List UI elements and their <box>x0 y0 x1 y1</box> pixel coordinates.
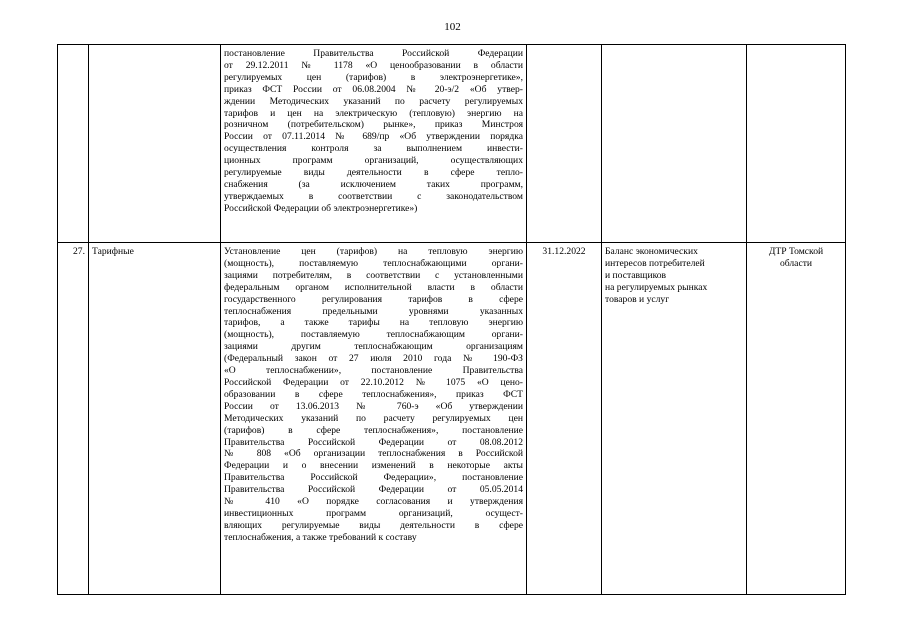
text-line: области <box>779 257 813 269</box>
row-number-cell <box>58 45 89 243</box>
text-line: теплоснабжения предельными уровнями указанных <box>224 305 523 317</box>
text-line: осуществления контроля за выполнением инвести- <box>224 143 523 155</box>
text-line: Российской Федерации об электроэнергетике») <box>224 202 418 214</box>
text-line: интересов потребителей <box>605 257 705 269</box>
text-line: России от 13.06.2013 № 760-э «Об утверждении <box>224 400 523 412</box>
measure-description-cell <box>221 243 527 595</box>
expected-outcome-cell <box>602 45 747 243</box>
text-line: зациями потребителям, в соответствии с установленными <box>224 269 523 281</box>
text-line: зациями другим теплоснабжающим организациям <box>224 341 523 353</box>
text-line: № 410 «О порядке согласования и утверждения <box>224 496 523 508</box>
row-number-cell: 27. <box>58 243 89 595</box>
measure-type-cell: Тарифные <box>89 243 221 595</box>
text-line: Установление цен (тарифов) на тепловую энергию <box>224 246 523 257</box>
text-line: Баланс экономических <box>605 246 698 257</box>
text-line: Методических указаний по расчету регулируемых цен <box>224 412 523 424</box>
text-line: товаров и услуг <box>605 293 670 305</box>
text-line: приказ ФСТ России от 06.08.2004 № 20-э/2 «Об утвер- <box>224 83 523 95</box>
text-line: утверждаемых в соответствии с законодательством <box>224 190 523 202</box>
text-line: снабжения (за исключением таких программ, <box>224 178 523 190</box>
due-date-cell <box>527 45 602 243</box>
text-line: Российской Федерации от 22.10.2012 № 1075 «О цено- <box>224 376 523 388</box>
text-line: Правительства Российской Федерации от 08.08.2012 <box>224 436 523 448</box>
responsible-cell <box>747 45 846 243</box>
text-line: России от 07.11.2014 № 689/пр «Об утверждении порядка <box>224 131 523 143</box>
table-row <box>58 243 846 595</box>
text-line: образовании в сфере теплоснабжения», приказ ФСТ <box>224 388 523 400</box>
text-line: регулируемых цен (тарифов) в электроэнергетике», <box>224 71 523 83</box>
text-line: федеральным органом исполнительной власти в области <box>224 281 523 293</box>
text-line: постановление Правительства Российской Федерации <box>224 48 523 59</box>
text-line: розничном (потребительском) рынке», приказ Минстроя <box>224 119 523 131</box>
text-line: «О теплоснабжении», постановление Правительства <box>224 365 523 377</box>
text-line: инвестиционных программ организаций, осущест- <box>224 507 523 519</box>
text-line: ДТР Томской <box>768 246 824 257</box>
measures-table <box>57 44 846 595</box>
text-line: ждении Методических указаний по расчету регулируемых <box>224 95 523 107</box>
text-line: тарифов, а также тарифы на тепловую энергию <box>224 317 523 329</box>
text-line: от 29.12.2011 № 1178 «О ценообразовании в области <box>224 59 523 71</box>
text-line: (тарифов) в сфере теплоснабжения», постановление <box>224 424 523 436</box>
text-line: Правительства Российской Федерации», постановление <box>224 472 523 484</box>
measure-type-cell <box>89 45 221 243</box>
responsible-cell <box>747 243 846 595</box>
text-line: и поставщиков <box>605 269 667 281</box>
text-line: (мощность), поставляемую теплоснабжающим органи- <box>224 329 523 341</box>
text-line: (мощность), поставляемую теплоснабжающими органи- <box>224 257 523 269</box>
text-line: вляющих регулируемые виды деятельности в сфере <box>224 519 523 531</box>
text-line: государственного регулирования тарифов в сфере <box>224 293 523 305</box>
page-number: 102 <box>444 21 461 33</box>
expected-outcome-cell <box>602 243 747 595</box>
text-line: теплоснабжения, а также требований к составу <box>224 531 417 543</box>
text-line: регулируемые виды деятельности в сфере тепло- <box>224 167 523 179</box>
text-line: Правительства Российской Федерации от 05.05.2014 <box>224 484 523 496</box>
text-line: № 808 «Об организации теплоснабжения в Российской <box>224 448 523 460</box>
measure-description-cell <box>221 45 527 243</box>
text-line: на регулируемых рынках <box>605 281 708 293</box>
table-row <box>58 45 846 243</box>
text-line: (Федеральный закон от 27 июля 2010 года № 190-ФЗ <box>224 353 523 365</box>
text-line: Федерации и о внесении изменений в некоторые акты <box>224 460 523 472</box>
due-date-cell: 31.12.2022 <box>527 243 602 595</box>
text-line: ционных программ организаций, осуществляющих <box>224 155 523 167</box>
text-line: тарифов и цен на электрическую (тепловую) энергию на <box>224 107 523 119</box>
